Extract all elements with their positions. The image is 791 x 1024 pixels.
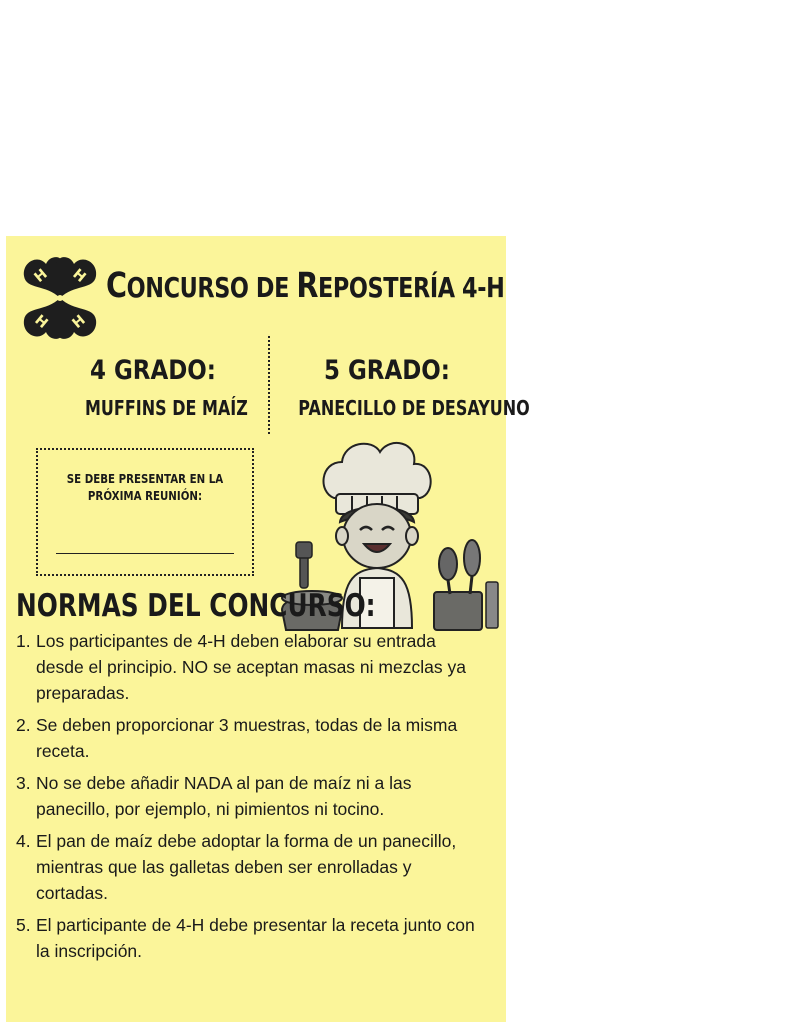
title-part: ONCURSO DE (126, 273, 297, 304)
grade-heading: 5 GRADO: (324, 355, 450, 386)
list-item (16, 770, 486, 822)
four-h-clover-icon (16, 250, 104, 354)
clover-letter: H (69, 312, 89, 332)
grade-divider (268, 336, 270, 434)
title-part: EPOSTERÍA 4-H (318, 273, 505, 304)
clover-letter: H (69, 266, 89, 286)
presentation-date-box (36, 448, 254, 576)
list-item (16, 828, 486, 906)
list-item (16, 712, 486, 764)
rule-text: Se deben proporcionar 3 muestras, todas de la misma receta. (36, 715, 458, 761)
grade-4-block (68, 354, 248, 422)
rule-number: 1. (16, 631, 31, 651)
rules-list (16, 628, 486, 970)
clover-letter: H (31, 312, 51, 332)
rule-text: El participante de 4-H debe presentar la receta junto con la inscripción. (36, 915, 475, 961)
grade-item: PANECILLO DE DESAYUNO (298, 396, 530, 420)
rule-text: El pan de maíz debe adoptar la forma de un panecillo, mientras que las galletas deben ser enrolladas y cortadas. (36, 831, 457, 903)
rule-number: 3. (16, 773, 31, 793)
grade-5-block (276, 354, 530, 422)
clover-letter: H (31, 266, 51, 286)
presentation-date-line (56, 553, 234, 554)
rule-text: Los participantes de 4-H deben elaborar su entrada desde el principio. NO se aceptan masas ni mezclas ya preparadas. (36, 631, 466, 703)
presentation-label: SE DEBE PRESENTAR EN LA PRÓXIMA REUNIÓN: (66, 471, 224, 503)
rules-title: NORMAS DEL CONCURSO: (16, 588, 376, 624)
page-title (106, 264, 505, 311)
contest-flyer (6, 236, 530, 1022)
rule-number: 2. (16, 715, 31, 735)
grade-item: MUFFINS DE MAÍZ (85, 396, 248, 420)
title-part: R (296, 266, 319, 306)
rule-text: No se debe añadir NADA al pan de maíz ni a las panecillo, por ejemplo, ni pimientos ni tocino. (36, 773, 412, 819)
grade-heading: 4 GRADO: (90, 355, 216, 386)
title-part: C (106, 266, 127, 306)
rule-number: 4. (16, 831, 31, 851)
list-item (16, 628, 486, 706)
rule-number: 5. (16, 915, 31, 935)
list-item (16, 912, 486, 964)
